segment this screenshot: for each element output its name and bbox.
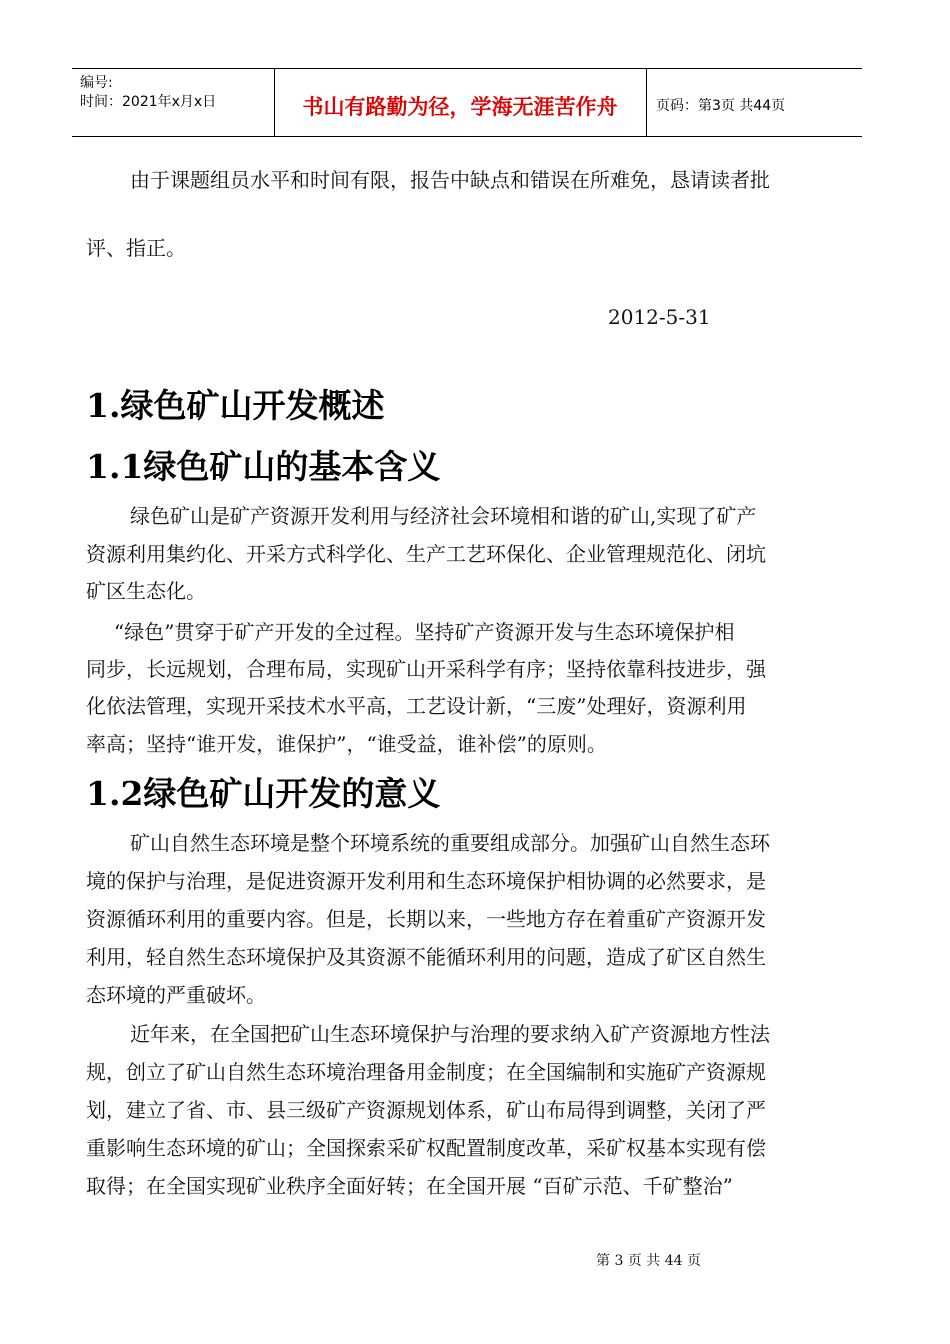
header-meta-cell <box>72 69 275 136</box>
header-page-cell <box>646 69 862 136</box>
section-1-1-heading: 1.1绿色矿山的基本含义 <box>86 447 441 486</box>
paragraph-line: 近年来，在全国把矿山生态环境保护与治理的要求纳入矿产资源地方性法 <box>130 1022 770 1046</box>
page-header <box>72 68 862 137</box>
header-motto-cell <box>274 69 647 136</box>
paragraph-line: 矿山自然生态环境是整个环境系统的重要组成部分。加强矿山自然生态环 <box>130 831 770 855</box>
paragraph-line: 态环境的严重破坏。 <box>86 983 266 1007</box>
page-footer-number: 第 3 页 共 44 页 <box>596 1253 701 1269</box>
paragraph-line: 利用，轻自然生态环境保护及其资源不能循环利用的问题，造成了矿区自然生 <box>86 945 766 969</box>
header-motto: 书山有路勤为径，学海无涯苦作舟 <box>302 95 618 119</box>
paragraph-line: 化依法管理，实现开采技术水平高，工艺设计新，“三废”处理好，资源利用 <box>86 694 747 718</box>
paragraph-line: “绿色”贯穿于矿产开发的全过程。坚持矿产资源开发与生态环境保护相 <box>114 620 735 644</box>
paragraph-line: 规，创立了矿山自然生态环境治理备用金制度；在全国编制和实施矿产资源规 <box>86 1060 766 1084</box>
paragraph-line: 同步，长远规划，合理布局，实现矿山开采科学有序；坚持依靠科技进步，强 <box>86 657 766 681</box>
paragraph-line: 资源利用集约化、开采方式科学化、生产工艺环保化、企业管理规范化、闭坑 <box>86 542 766 566</box>
paragraph-line: 率高；坚持“谁开发，谁保护”，“谁受益，谁补偿”的原则。 <box>86 732 607 756</box>
intro-line-1: 由于课题组员水平和时间有限，报告中缺点和错误在所难免，恳请读者批 <box>130 168 770 192</box>
paragraph-line: 资源循环利用的重要内容。但是，长期以来，一些地方存在着重矿产资源开发 <box>86 907 766 931</box>
document-time-label: 时间：2021年x月x日 <box>80 94 217 110</box>
paragraph-line: 划，建立了省、市、县三级矿产资源规划体系，矿山布局得到调整，关闭了严 <box>86 1098 766 1122</box>
paragraph-line: 重影响生态环境的矿山；全国探索采矿权配置制度改革，采矿权基本实现有偿 <box>86 1136 766 1160</box>
paragraph-line: 绿色矿山是矿产资源开发利用与经济社会环境相和谐的矿山,实现了矿产 <box>130 504 757 528</box>
paragraph-line: 境的保护与治理，是促进资源开发利用和生态环境保护相协调的必然要求，是 <box>86 869 766 893</box>
section-1-2-heading: 1.2绿色矿山开发的意义 <box>86 774 441 813</box>
paragraph-line: 矿区生态化。 <box>86 579 206 603</box>
paragraph-line: 取得；在全国实现矿业秩序全面好转；在全国开展 “百矿示范、千矿整治” <box>86 1174 733 1198</box>
intro-line-2: 评、指正。 <box>86 236 186 260</box>
section-1-heading: 1.绿色矿山开发概述 <box>86 386 385 425</box>
document-number-label: 编号: <box>80 75 113 91</box>
header-page-number: 页码：第3页 共44页 <box>656 98 786 114</box>
intro-date: 2012-5-31 <box>608 305 711 329</box>
